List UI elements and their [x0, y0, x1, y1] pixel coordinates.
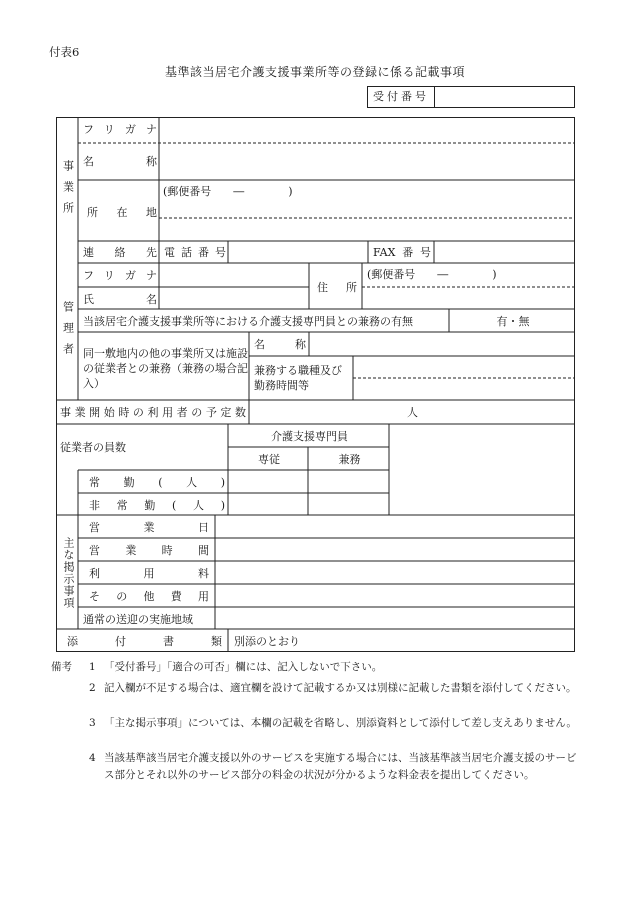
other-job-label: 兼務する職種及び勤務時間等: [254, 364, 342, 392]
registration-form-table: [56, 117, 575, 652]
business-hours-input[interactable]: [220, 541, 573, 560]
usage-fee-label: 利用料: [89, 567, 209, 580]
business-days-input[interactable]: [220, 518, 573, 537]
other-costs-label: その他費用: [89, 590, 209, 603]
office-address-input[interactable]: [163, 202, 573, 218]
office-phone-input[interactable]: [233, 244, 365, 262]
start-users-input[interactable]: [254, 404, 504, 423]
regular-concurrent-input[interactable]: [312, 473, 387, 492]
concurrent-duty-question: 当該居宅介護支援事業所等における介護支援専門員との兼務の有無: [83, 315, 413, 328]
concurrent-duty-choice[interactable]: 有・無: [496, 315, 530, 328]
manager-furigana-input[interactable]: [163, 266, 307, 286]
service-area-label: 通常の送迎の実施地域: [83, 613, 193, 626]
start-users-label: 事業開始時の利用者の予定数: [60, 406, 246, 419]
nonregular-dedicated-input[interactable]: [232, 496, 306, 514]
concurrent-header: 兼務: [338, 453, 361, 466]
postings-section-label: 主な掲示事項: [62, 537, 75, 609]
office-name-label: 名称: [83, 155, 157, 168]
office-contact-label: 連絡先: [83, 246, 157, 259]
office-fax-input[interactable]: [439, 244, 573, 262]
other-facility-name-input[interactable]: [314, 335, 573, 355]
office-postal-code: (郵便番号 ― ): [163, 185, 293, 198]
nonregular-staff-label: 非常勤(人): [89, 499, 225, 512]
manager-name-input[interactable]: [163, 290, 307, 308]
office-name-input[interactable]: [163, 146, 573, 179]
other-facility-name-label: 名称: [254, 338, 306, 351]
office-fax-label: FAX番号: [373, 246, 431, 259]
office-phone-label: 電話番号: [164, 246, 226, 259]
page-title: 基準該当居宅介護支援事業所等の登録に係る記載事項: [164, 65, 465, 79]
service-area-input[interactable]: [220, 610, 573, 628]
manager-furigana-label: フリガナ: [83, 269, 157, 282]
manager-section-label: 管理者: [61, 301, 75, 364]
office-furigana-input[interactable]: [163, 120, 573, 142]
full-time-dedicated-header: 専従: [258, 453, 280, 466]
receipt-number-label: 受付番号: [368, 87, 435, 107]
other-costs-input[interactable]: [220, 587, 573, 606]
care-manager-header: 介護支援専門員: [271, 430, 348, 443]
start-users-unit: 人: [407, 406, 418, 419]
manager-name-label: 氏名: [83, 293, 157, 306]
usage-fee-input[interactable]: [220, 564, 573, 583]
manager-postal-code: (郵便番号 ― ): [367, 268, 497, 281]
receipt-number-box: [367, 86, 575, 108]
attachments-label: 添付書類: [67, 635, 222, 648]
other-facility-concurrent-label: 同一敷地内の他の事業所又は施設の従業者との兼務（兼務の場合記入）: [83, 347, 248, 390]
staff-count-label: 従業者の員数: [60, 441, 126, 454]
office-furigana-label: フリガナ: [83, 123, 157, 136]
office-address-label: 所在地: [87, 206, 157, 219]
other-job-input[interactable]: [358, 359, 573, 399]
form-number: 付表6: [49, 45, 80, 59]
office-section-label: 事業所: [61, 159, 75, 223]
manager-address-label: 住所: [317, 281, 357, 294]
receipt-number-field[interactable]: [435, 87, 574, 107]
nonregular-concurrent-input[interactable]: [312, 496, 387, 514]
notes-heading: 備考: [51, 661, 72, 673]
business-hours-label: 営業時間: [89, 544, 209, 557]
attachments-value: 別添のとおり: [234, 635, 300, 648]
business-days-label: 営業日: [89, 521, 209, 534]
manager-address-input[interactable]: [367, 290, 573, 308]
regular-dedicated-input[interactable]: [232, 473, 306, 492]
regular-staff-label: 常勤(人): [89, 476, 225, 489]
